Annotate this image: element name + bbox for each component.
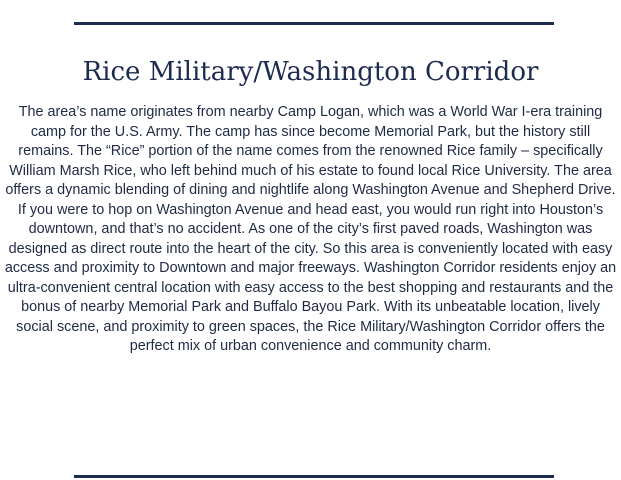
top-divider bbox=[74, 22, 554, 25]
page-title: Rice Military/Washington Corridor bbox=[82, 57, 539, 87]
bottom-divider bbox=[74, 475, 554, 478]
body-paragraph: The area’s name originates from nearby Camp Logan, which was a World War I-era training camp for the U.S. Army. The camp has since become Memorial Park, but the history still remains. The “Rice” portion of the name comes from the renowned Rice family – specifically William Marsh Rice, who left behind much of his estate to found local Rice University. The area offers a dynamic blending of dining and nightlife along Washington Avenue and Shepherd Drive. If you were to hop on Washington Avenue and head east, you would run right into Houston’s downtown, and that’s no accident. As one of the city’s first paved roads, Washington was designed as direct route into the heart of the city. So this area is conveniently located with easy access and proximity to Downtown and major freeways. Washington Corridor residents enjoy an ultra-convenient central location with easy access to the best shopping and restaurants and the bonus of nearby Memorial Park and Buffalo Bayou Park. With its unbeatable location, lively social scene, and proximity to green spaces, the Rice Military/Washington Corridor offers the perfect mix of urban convenience and community charm. bbox=[4, 104, 617, 354]
